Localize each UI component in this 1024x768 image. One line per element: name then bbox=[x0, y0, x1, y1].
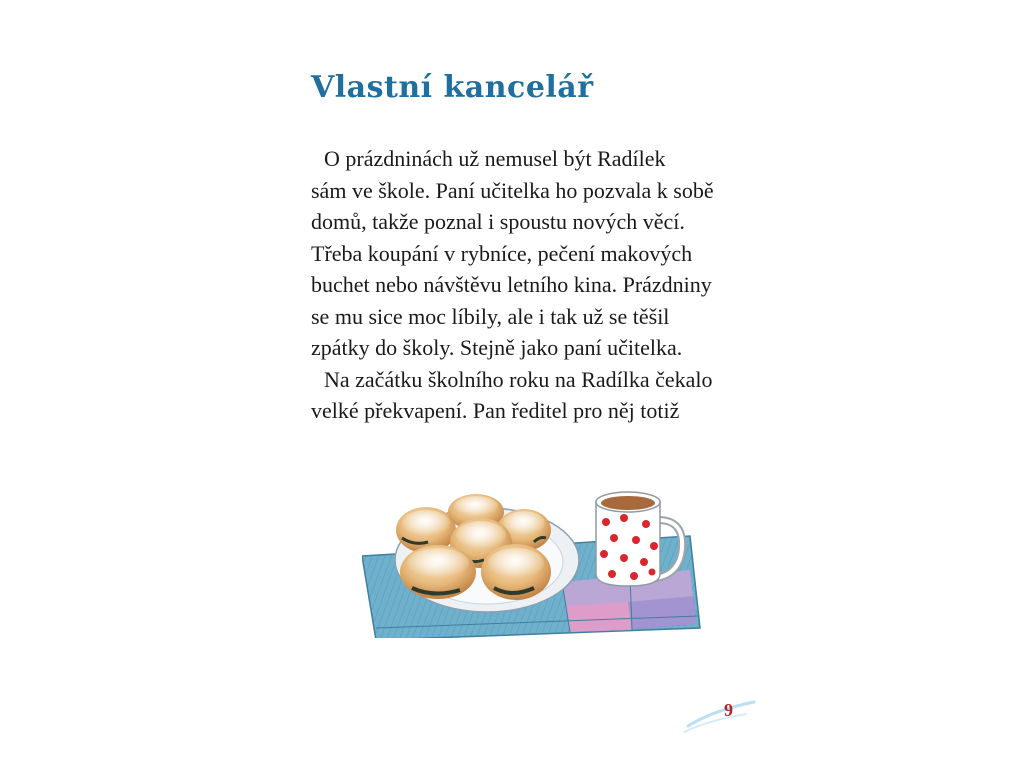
paragraph-1-line-6: se mu sice moc líbily, ale i tak už se těšil bbox=[311, 303, 670, 329]
paragraph-2-line-2: velké překvapení. Pan ředitel pro něj totiž bbox=[311, 398, 680, 423]
paragraph-1-line-1: O prázdninách už nemusel být Radílek bbox=[324, 146, 666, 171]
buns-and-cocoa-illustration bbox=[362, 478, 702, 643]
page-number-area bbox=[680, 690, 760, 740]
paragraph-1-line-3: domů, takže poznal i spoustu nových věcí. bbox=[311, 209, 685, 234]
brush-stroke-icon bbox=[680, 690, 760, 740]
paragraph-1-line-2: sám ve škole. Paní učitelka ho pozvala k sobě bbox=[311, 177, 714, 203]
paragraph-1-line-7: zpátky do školy. Stejně jako paní učitelka. bbox=[311, 335, 683, 360]
chapter-title: Vlastní kancelář bbox=[311, 70, 594, 105]
body-text bbox=[311, 143, 771, 427]
paragraph-1-line-5: buchet nebo návštěvu letního kina. Prázdniny bbox=[311, 272, 712, 297]
page-number: 9 bbox=[724, 700, 733, 720]
paragraph-2-line-1: Na začátku školního roku na Radílka čekalo bbox=[324, 366, 713, 392]
paragraph-1-line-4: Třeba koupání v rybníce, pečení makových bbox=[311, 240, 693, 266]
